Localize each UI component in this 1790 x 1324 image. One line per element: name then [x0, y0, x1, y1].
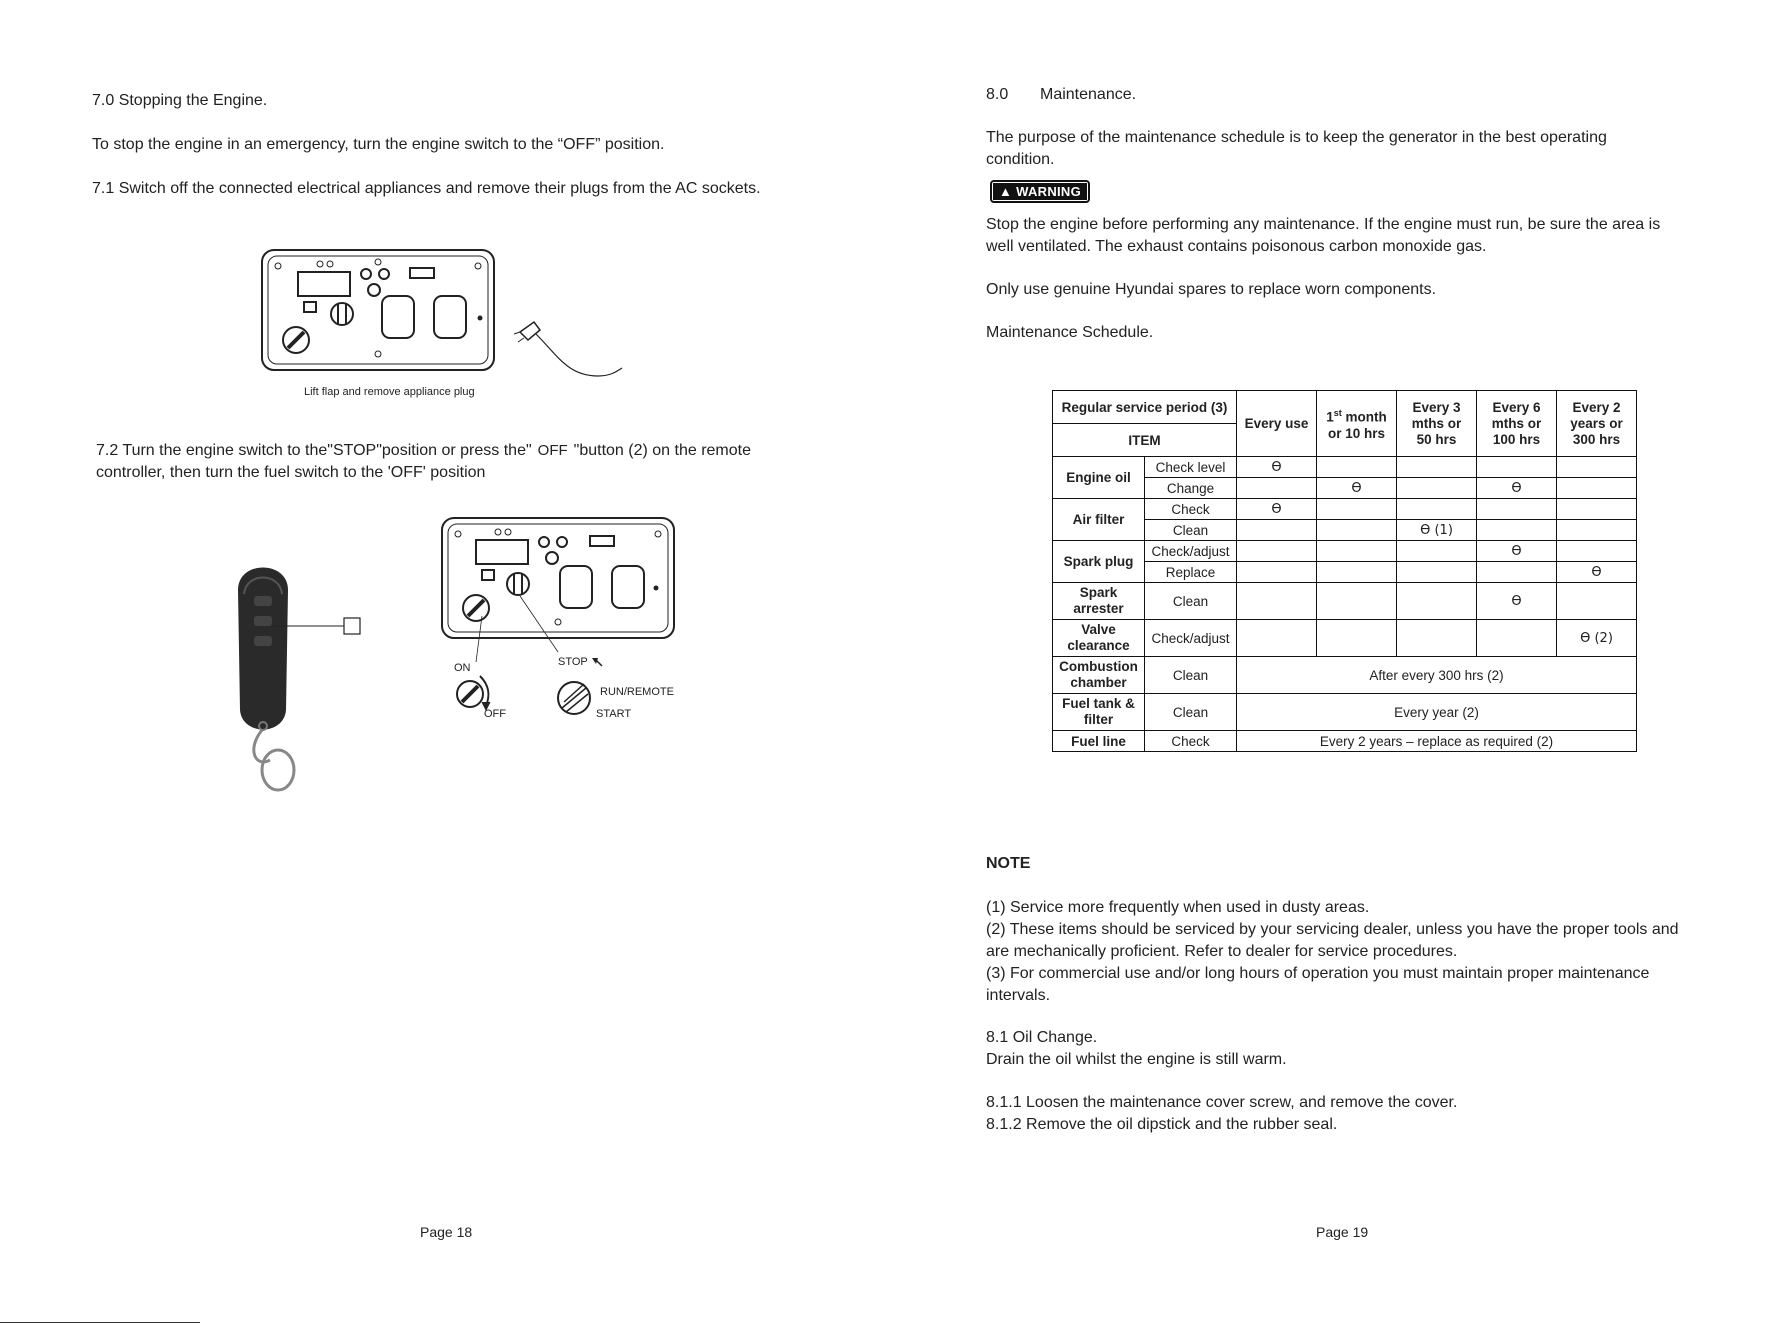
cell-empty	[1397, 562, 1477, 583]
cell-mark: ϴ	[1477, 478, 1557, 499]
header-every-3-months	[1397, 391, 1477, 457]
cell-fuel-tank-note: Every year (2)	[1237, 694, 1637, 731]
cell-empty	[1237, 520, 1317, 541]
cell-clean: Clean	[1145, 520, 1237, 541]
section-8-number: 8.0	[986, 86, 1009, 103]
maintenance-schedule-table	[1052, 390, 1637, 752]
cell-empty	[1317, 620, 1397, 657]
cell-empty	[1557, 583, 1637, 620]
cell-empty	[1237, 583, 1317, 620]
row-fuel-line: Fuel line	[1053, 731, 1145, 752]
row-fuel-b: filter	[1083, 712, 1114, 727]
warning-triangle-icon: ▲	[999, 184, 1013, 199]
row-spark-arrester	[1053, 583, 1145, 620]
note-3-line2: intervals.	[986, 987, 1051, 1004]
cell-change: Change	[1145, 478, 1237, 499]
cell-empty	[1237, 562, 1317, 583]
cell-check-level: Check level	[1145, 457, 1237, 478]
paragraph-7-2-part-b: "button (2) on the remote	[573, 442, 751, 459]
row-air-filter: Air filter	[1053, 499, 1145, 541]
cell-empty	[1397, 583, 1477, 620]
cell-mark: ϴ	[1237, 499, 1317, 520]
paragraph-warning-line2: well ventilated. The exhaust contains poisonous carbon monoxide gas.	[986, 238, 1487, 255]
table-row	[1053, 457, 1637, 478]
cell-empty	[1477, 499, 1557, 520]
header-6m-b: mths or	[1491, 415, 1542, 431]
cell-clean: Clean	[1145, 583, 1237, 620]
row-combustion-chamber	[1053, 657, 1145, 694]
cell-empty	[1237, 620, 1317, 657]
section-8-1-1: 8.1.1 Loosen the maintenance cover screw, and remove the cover.	[986, 1094, 1458, 1111]
cell-empty	[1237, 541, 1317, 562]
cell-clean: Clean	[1145, 694, 1237, 731]
cell-empty	[1397, 478, 1477, 499]
header-2y-c: 300 hrs	[1572, 431, 1621, 447]
table-row	[1053, 499, 1637, 520]
section-8-1-text: Drain the oil whilst the engine is still warm.	[986, 1051, 1287, 1068]
paragraph-purpose-line2: condition.	[986, 151, 1055, 168]
cell-empty	[1477, 562, 1557, 583]
cell-clean: Clean	[1145, 657, 1237, 694]
row-valve-clearance	[1053, 620, 1145, 657]
row-valve-a: Valve	[1081, 622, 1116, 637]
header-2y-a: Every 2	[1572, 399, 1621, 415]
cell-mark: ϴ	[1317, 478, 1397, 499]
header-2y-b: years or	[1570, 415, 1623, 431]
label-stop: STOP	[558, 656, 588, 668]
cell-empty	[1317, 499, 1397, 520]
cell-mark: ϴ	[1477, 583, 1557, 620]
row-valve-b: clearance	[1067, 638, 1130, 653]
header-item: ITEM	[1053, 424, 1237, 457]
row-comb-a: Combustion	[1059, 659, 1138, 674]
cell-empty	[1557, 499, 1637, 520]
remote-controller-image	[226, 560, 366, 800]
page-number-left: Page 18	[420, 1224, 473, 1240]
row-spark-arrester-b: arrester	[1073, 601, 1124, 616]
cell-empty	[1317, 520, 1397, 541]
row-fuel-a: Fuel tank &	[1062, 696, 1135, 711]
paragraph-7-1: 7.1 Switch off the connected electrical appliances and remove their plugs from the AC sockets.	[92, 180, 761, 197]
paragraph-emergency-stop: To stop the engine in an emergency, turn the engine switch to the “OFF” position.	[92, 136, 665, 153]
header-first-month	[1317, 391, 1397, 457]
off-button-label: OFF	[537, 442, 568, 459]
header-first-month-word: month	[1341, 409, 1387, 425]
header-first-month-sup: st	[1333, 408, 1342, 419]
table-row	[1053, 731, 1637, 752]
cell-empty	[1317, 562, 1397, 583]
cell-check-adjust: Check/adjust	[1145, 541, 1237, 562]
header-3m-c: 50 hrs	[1416, 431, 1457, 447]
cell-empty	[1557, 457, 1637, 478]
section-8-1-heading: 8.1 Oil Change.	[986, 1029, 1098, 1046]
row-comb-b: chamber	[1070, 675, 1127, 690]
paragraph-7-2-line2: controller, then turn the fuel switch to the 'OFF' position	[96, 464, 486, 481]
label-off: OFF	[484, 708, 506, 720]
cell-empty	[1317, 457, 1397, 478]
cell-check: Check	[1145, 731, 1237, 752]
cell-empty	[1397, 499, 1477, 520]
cell-mark: ϴ	[1557, 562, 1637, 583]
header-every-2-years	[1557, 391, 1637, 457]
section-7-heading: 7.0 Stopping the Engine.	[92, 92, 268, 109]
label-start: START	[596, 708, 632, 720]
cell-mark: ϴ	[1477, 541, 1557, 562]
section-8-1-2: 8.1.2 Remove the oil dipstick and the rubber seal.	[986, 1116, 1338, 1133]
cell-mark: ϴ	[1237, 457, 1317, 478]
caption-remove-plug: Lift flap and remove appliance plug	[304, 386, 475, 398]
row-fuel-tank-filter	[1053, 694, 1145, 731]
cell-check: Check	[1145, 499, 1237, 520]
header-service-period: Regular service period (3)	[1053, 391, 1237, 424]
cell-mark-note-2: ϴ (2)	[1557, 620, 1637, 657]
row-spark-arrester-a: Spark	[1079, 585, 1118, 600]
cell-empty	[1317, 541, 1397, 562]
warning-badge	[990, 180, 1090, 203]
paragraph-purpose-line1: The purpose of the maintenance schedule is to keep the generator in the best operating	[986, 129, 1607, 146]
header-3m-a: Every 3	[1412, 399, 1461, 415]
cell-empty	[1557, 478, 1637, 499]
paragraph-warning-line1: Stop the engine before performing any maintenance. If the engine must run, be sure the area is	[986, 216, 1661, 233]
note-2-line2: are mechanically proficient. Refer to dealer for service procedures.	[986, 943, 1458, 960]
cell-empty	[1477, 620, 1557, 657]
maintenance-schedule-heading: Maintenance Schedule.	[986, 324, 1154, 341]
cell-empty	[1557, 520, 1637, 541]
table-row	[1053, 694, 1637, 731]
paragraph-genuine-spares: Only use genuine Hyundai spares to replace worn components.	[986, 281, 1437, 298]
table-row	[1053, 620, 1637, 657]
note-heading: NOTE	[986, 855, 1031, 872]
cell-check-adjust: Check/adjust	[1145, 620, 1237, 657]
table-row	[1053, 541, 1637, 562]
label-run-remote: RUN/REMOTE	[600, 686, 674, 698]
control-panel-diagram-1	[258, 246, 628, 386]
cell-empty	[1477, 457, 1557, 478]
note-2-line1: (2) These items should be serviced by your servicing dealer, unless you have the proper tools and	[986, 921, 1679, 938]
paragraph-7-2-part-a: 7.2 Turn the engine switch to the"STOP"position or press the"	[96, 442, 532, 459]
cell-fuel-line-note: Every 2 years – replace as required (2)	[1237, 731, 1637, 752]
cell-empty	[1397, 457, 1477, 478]
paragraph-7-2-line1	[96, 440, 751, 462]
table-row	[1053, 583, 1637, 620]
cell-replace: Replace	[1145, 562, 1237, 583]
cell-empty	[1397, 620, 1477, 657]
header-every-6-months	[1477, 391, 1557, 457]
header-first-month-num: 1	[1326, 409, 1334, 425]
cell-empty	[1477, 520, 1557, 541]
row-spark-plug: Spark plug	[1053, 541, 1145, 583]
footer-rule	[0, 1322, 200, 1323]
row-engine-oil: Engine oil	[1053, 457, 1145, 499]
page-number-right: Page 19	[1316, 1224, 1369, 1240]
note-1: (1) Service more frequently when used in dusty areas.	[986, 899, 1370, 916]
header-6m-c: 100 hrs	[1492, 431, 1541, 447]
header-3m-b: mths or	[1411, 415, 1462, 431]
cell-combustion-note: After every 300 hrs (2)	[1237, 657, 1637, 694]
cell-empty	[1397, 541, 1477, 562]
header-6m-a: Every 6	[1492, 399, 1541, 415]
warning-label: WARNING	[1016, 184, 1082, 199]
label-on: ON	[454, 662, 471, 674]
cell-mark-note-1: ϴ (1)	[1397, 520, 1477, 541]
header-first-month-hrs: or 10 hrs	[1327, 425, 1386, 441]
header-every-use: Every use	[1237, 391, 1317, 457]
table-row	[1053, 657, 1637, 694]
section-8-heading: Maintenance.	[1040, 86, 1137, 103]
cell-empty	[1317, 583, 1397, 620]
note-3-line1: (3) For commercial use and/or long hours of operation you must maintain proper maintenance	[986, 965, 1650, 982]
cell-empty	[1557, 541, 1637, 562]
cell-empty	[1237, 478, 1317, 499]
